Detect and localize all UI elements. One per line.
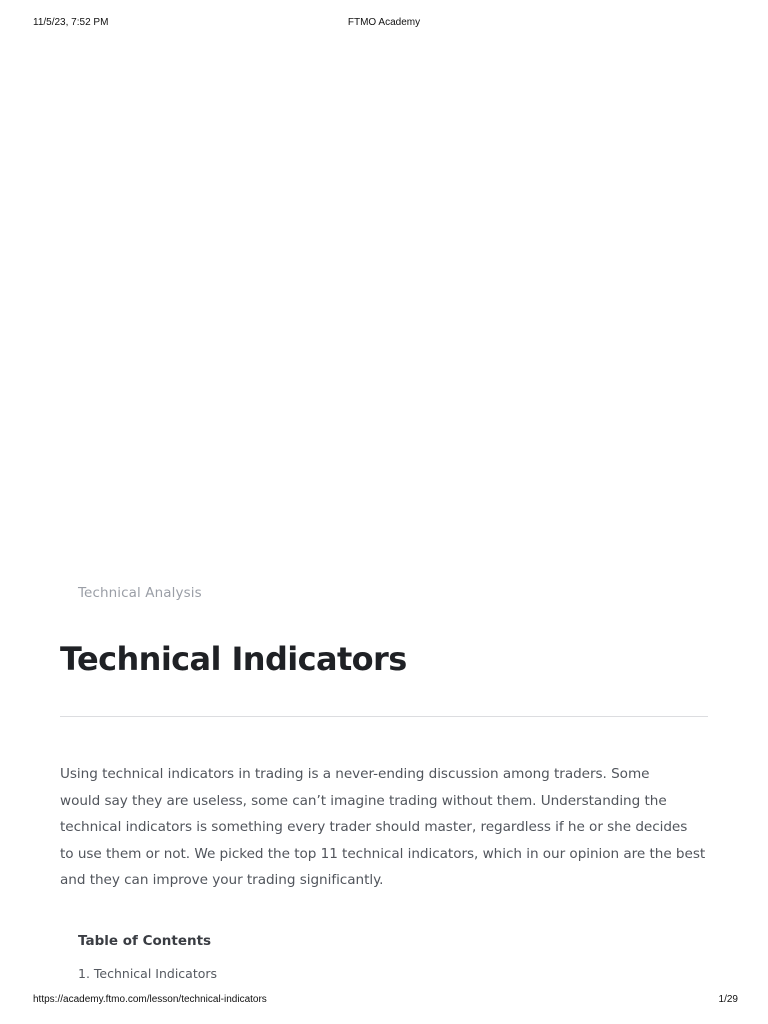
print-url: https://academy.ftmo.com/lesson/technical-indicators — [33, 994, 267, 1005]
print-datetime: 11/5/23, 7:52 PM — [33, 17, 109, 28]
intro-line: would say they are useless, some can’t imagine trading without them. Understanding the — [60, 792, 667, 809]
article-intro — [60, 761, 720, 894]
toc-heading: Table of Contents — [78, 933, 212, 949]
article-title: Technical Indicators — [60, 640, 407, 678]
intro-line: Using technical indicators in trading is a never-ending discussion among traders. Some — [60, 766, 650, 782]
intro-line: to use them or not. We picked the top 11 technical indicators, which in our opinion are the best — [60, 845, 706, 862]
intro-line: technical indicators is something every trader should master, regardless if he or she decides — [60, 819, 688, 836]
toc-item-technical-indicators[interactable]: 1. Technical Indicators — [78, 966, 218, 981]
intro-line: and they can improve your trading significantly. — [60, 872, 384, 889]
print-page-title: FTMO Academy — [347, 17, 421, 28]
print-page-number: 1/29 — [718, 994, 738, 1005]
title-divider — [60, 716, 708, 717]
print-header — [0, 17, 768, 33]
category-breadcrumb[interactable]: Technical Analysis — [78, 585, 202, 601]
print-footer — [0, 994, 768, 1010]
